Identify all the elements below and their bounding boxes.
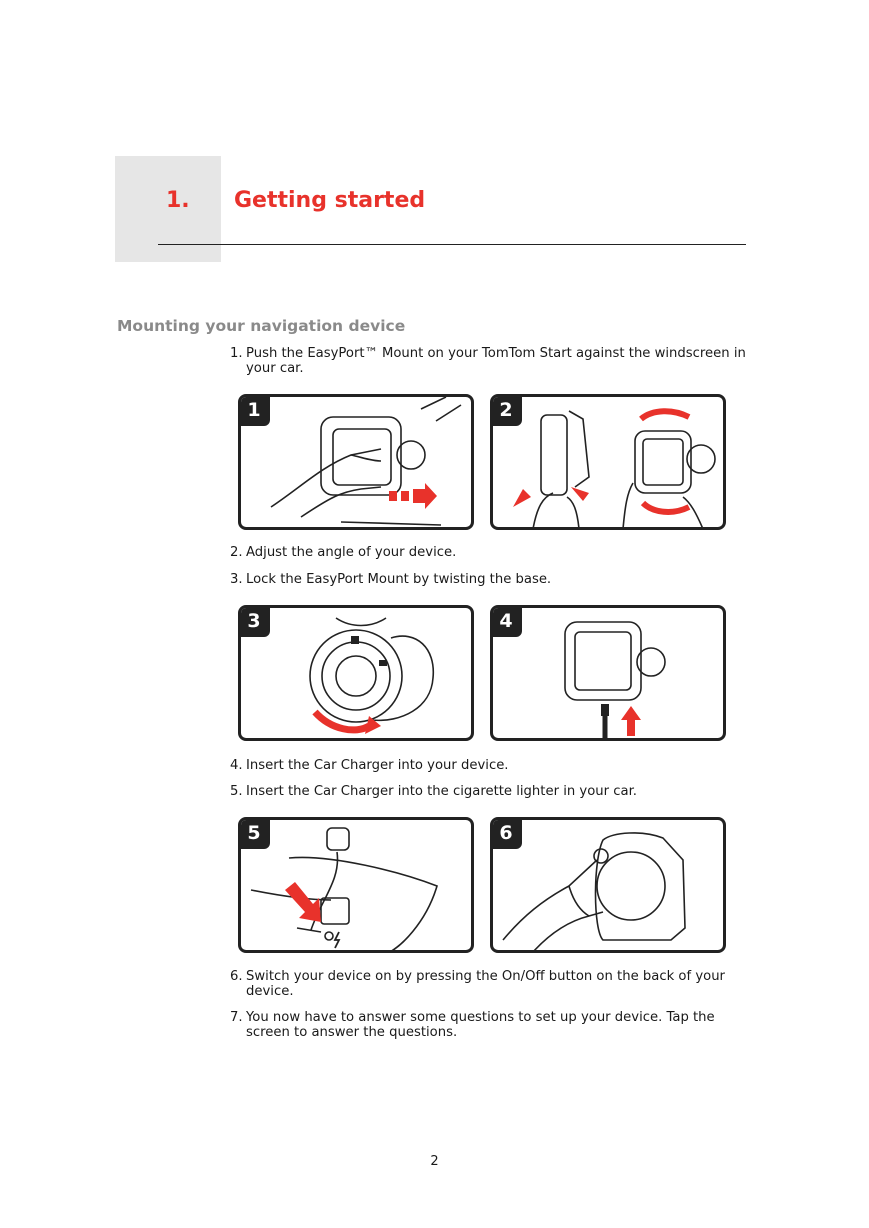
step-7 bbox=[230, 1010, 750, 1040]
illustration-panel-5 bbox=[238, 817, 474, 953]
step-3 bbox=[230, 572, 750, 587]
step-text: Insert the Car Charger into the cigarette lighter in your car. bbox=[246, 784, 637, 799]
step-text: Adjust the angle of your device. bbox=[246, 545, 457, 560]
step-text: Lock the EasyPort Mount by twisting the base. bbox=[246, 572, 552, 587]
step-number: 7. bbox=[230, 1010, 243, 1025]
step-badge: 5 bbox=[238, 817, 270, 849]
step-number: 2. bbox=[230, 545, 243, 560]
illustration-panel-2 bbox=[490, 394, 726, 530]
step-badge: 6 bbox=[490, 817, 522, 849]
step-number: 1. bbox=[230, 346, 243, 361]
step-2 bbox=[230, 545, 750, 560]
step-6 bbox=[230, 969, 750, 999]
step-number: 4. bbox=[230, 758, 243, 773]
step-4 bbox=[230, 758, 750, 773]
illustration-panel-1 bbox=[238, 394, 474, 530]
step-badge: 1 bbox=[238, 394, 270, 426]
push-mount-illustration bbox=[241, 397, 474, 530]
chapter-number: 1. bbox=[166, 188, 190, 213]
illustration-panel-6 bbox=[490, 817, 726, 953]
step-text: Insert the Car Charger into your device. bbox=[246, 758, 509, 773]
step-1 bbox=[230, 346, 750, 376]
step-text: You now have to answer some questions to set up your device. Tap the screen to answer the questions. bbox=[246, 1010, 715, 1040]
step-badge: 4 bbox=[490, 605, 522, 637]
step-number: 3. bbox=[230, 572, 243, 587]
adjust-angle-illustration bbox=[493, 397, 726, 530]
cigarette-lighter-illustration bbox=[241, 820, 474, 953]
step-badge: 3 bbox=[238, 605, 270, 637]
illustration-panel-4 bbox=[490, 605, 726, 741]
lock-mount-illustration bbox=[241, 608, 474, 741]
step-number: 5. bbox=[230, 784, 243, 799]
step-text: Switch your device on by pressing the On/Off button on the back of your device. bbox=[246, 969, 725, 999]
step-5 bbox=[230, 784, 750, 799]
step-text: Push the EasyPort™ Mount on your TomTom Start against the windscreen in your car. bbox=[246, 346, 746, 376]
power-button-illustration bbox=[493, 820, 726, 953]
step-number: 6. bbox=[230, 969, 243, 984]
step-badge: 2 bbox=[490, 394, 522, 426]
chapter-title: Getting started bbox=[234, 188, 426, 213]
chapter-divider bbox=[158, 244, 746, 245]
insert-charger-device-illustration bbox=[493, 608, 726, 741]
illustration-panel-3 bbox=[238, 605, 474, 741]
page-number: 2 bbox=[430, 1154, 439, 1169]
section-heading: Mounting your navigation device bbox=[117, 317, 406, 335]
